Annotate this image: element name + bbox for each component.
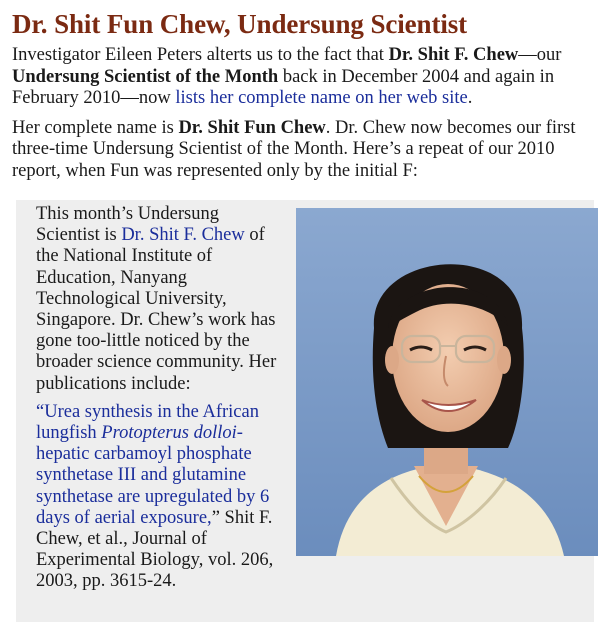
citation-title-part-2: -hepatic carbamoyl phosphate synthetase III and glutamine synthetase are upregulated by 6 days of aerial exposure, [36,423,270,528]
quote-text-1: This month’s Undersung Scientist is [36,204,219,246]
portrait-photo [296,208,598,556]
intro-paragraph-2 [12,118,597,183]
quoted-report-text [36,204,576,593]
intro1-text-2: —our [518,45,562,65]
citation-title-part-1: “Urea synthesis in the African lungfish [36,401,259,444]
intro1-bold-award: Undersung Scientist of the Month [12,66,279,87]
intro-paragraph-1 [12,45,597,110]
page-title: Dr. Shit Fun Chew, Undersung Scientist [12,9,468,39]
intro2-bold-name: Dr. Shit Fun Chew [178,117,326,138]
intro1-bold-name: Dr. Shit F. Chew [388,45,519,65]
quoted-report [16,200,594,622]
web-site-link[interactable]: lists her complete name on her web site [175,88,468,108]
intro1-text-4: . [467,88,473,108]
intro2-text-2: . Dr. Chew now becomes our first three-time Undersung Scientist of the Month. Here’s a repeat of our 2010 report, when Fun was represented only by the initial F: [12,117,576,181]
quote-text-2: of the National Institute of Education, Nanyang Technological University, Singapore. Dr. Chew’s work has gone too-little noticed by the broader science community. Her publications include: [36,225,277,394]
portrait-illustration [296,208,598,556]
citation-species-italic: Protopterus dolloi [101,423,237,444]
citation-source: ” Shit F. Chew, et al., Journal of Experimental Biology, vol. 206, 2003, pp. 3615-24. [36,507,274,592]
scientist-link[interactable]: Dr. Shit F. Chew [121,225,245,246]
intro1-text-3: back in December 2004 and again in February 2010—now [12,66,555,108]
intro2-text-1: Her complete name is [12,117,179,138]
article [12,0,597,182]
intro1-text-1: Investigator Eileen Peters alterts us to the fact that [12,45,389,65]
